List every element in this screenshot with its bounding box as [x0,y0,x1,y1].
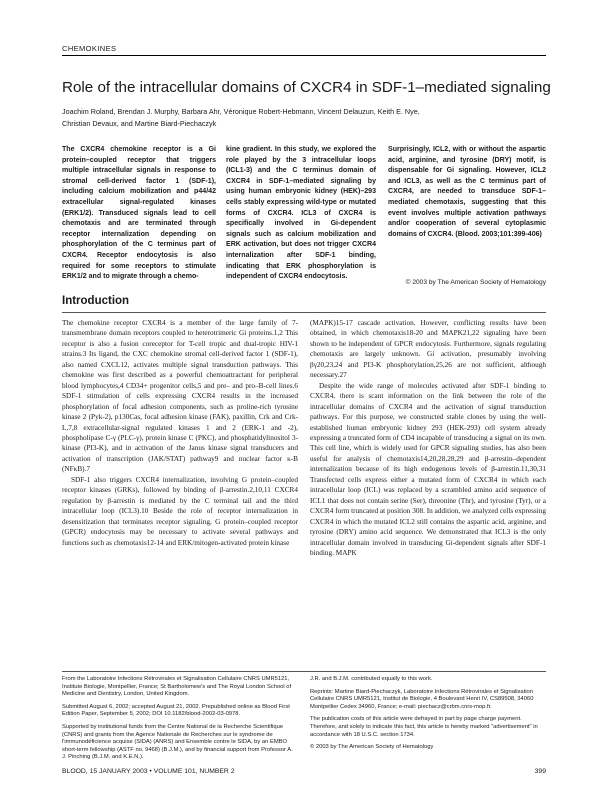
introduction-rule [62,312,546,313]
footnote-submission: Submitted August 6, 2002; accepted August 21, 2002. Prepublished online as Blood First Edition Paper, September 5, 2002; DOI 10.1182/blood-2002-03-0978. [62,703,290,718]
introduction-heading: Introduction [62,295,130,307]
abstract-column-3: Surprisingly, ICL2, with or without the aspartic acid, arginine, and tyrosine (DRY) motif, is dispensable for Gi signaling. However, ICL2 and ICL3, as well as the C terminus part of CXCR4, are needed to transduce SDF-1–mediated chemotaxis, suggesting that this event involves multiple activation pathways and/or cooperation of several cytoplasmic domains of CXCR4. (Blood. 2003;101:399-406) [388,146,546,238]
body-paragraph: SDF-1 also triggers CXCR4 internalization, involving G protein–coupled receptor kinases (GRKs), followed by binding of β-arrestin.2,10,11 CXCR4 regulation by β-arrestin is mediated by the C terminal tail and the third intracellular loop (ICL3).10 Beside the role of receptor internalization in desensitization that terminates receptor signaling, G protein–coupled receptor (GPCR) endocytosis may be necessary to activate several pathways and functions such as chemotaxis12-14 and ERK/mitogen-activated protein kinase [62,475,298,547]
footnotes-right [310,676,546,757]
abstract-column-1: The CXCR4 chemokine receptor is a Gi protein–coupled receptor that triggers multiple intracellular signals in response to stromal cell-derived factor 1 (SDF-1), including calcium mobilization and p44/42 extracellular signal-regulated kinases (ERK1/2). Transduced signals lead to cell chemotaxis and are terminated through receptor internalization depending on phosphorylation of the C terminus part of CXCR4. Receptor endocytosis is also required for some receptors to stimulate ERK1/2 and to migrate through a chemo- [62,146,216,281]
journal-citation: BLOOD, 15 JANUARY 2003 • VOLUME 101, NUMBER 2 [62,768,235,775]
header-rule [62,55,546,56]
section-label: CHEMOKINES [62,44,117,53]
article-title: Role of the intracellular domains of CXCR4 in SDF-1–mediated signaling [62,79,551,96]
body-paragraph: The chemokine receptor CXCR4 is a member of the large family of 7-transmembrane domain receptors coupled to heterotrimeric Gi proteins.1,2 This receptor is also a fusion coreceptor for T-cell tropic and dual-tropic HIV-1 strains.3 Its ligand, the CXC chemokine stromal cell-derived factor 1 (SDF-1), also named CXCL12, activates multiple signal transduction pathways. This chemokine was first described as a powerful chemoattractant for peripheral blood lymphocytes,4 CD34+ progenitor cells,5 and pre– and pro–B-cell lines.6 SDF-1 stimulation of cells expressing CXCR4 results in the increased phosphorylation of focal adhesion components, such as proline-rich tyrosine kinase 2 (Pyk-2), p130Cas, focal adhesion kinase (FAK), paxillin, Crk and Crk-L,7,8 extracellular-signal regulated kinases 1 and 2 (ERK-1 and -2), phospholipase C-γ (PLC-γ), protein kinase C (PKC), and phosphatidylinositol 3-kinase (PI3-K), and in activation of the Janus kinase signal transducers and activation of transcription (JAK/STAT) pathway9 and nuclear factor κ-B (NFκB).7 [62,319,298,474]
body-paragraph: Despite the wide range of molecules activated after SDF-1 binding to CXCR4, there is scant information on the link between the role of the intracellular domains of CXCR4 and the activation of signal transduction pathways. For this purpose, we constructed stable clones by using the well-established human embryonic kidney 293 (HEK-293) cell system already expressing a truncated form of CD4 incapable of transducing a signal on its own. This cell line, which is widely used for GPCR signaling studies, has also been useful for analysis of chemotaxis14,20,28,28,29 and β-arrestin–dependent internalization because of its high endogenous levels of β-arrestin.11,30,31 Transfected cells express either a mutated form of CXCR4 in which each intracellular loop (ICL) was replaced by a scrambled amino acid sequence of ICL1 that does not contain serine (Ser), threonine (Thr), and tyrosine (Tyr), or a CXCR4 form truncated at position 308. In addition, we analyzed cells expressing CXCR4 in which the mutated ICL2 still contains the aspartic acid, arginine, and tyrosine (DRY) amino acid sequence. We demonstrated that ICL3 is the only intracellular domain involved in transducing Gi-dependent signals after SDF-1 binding. MAPK [310,381,546,557]
footnote-rule [62,671,546,672]
author-line-2: Christian Devaux, and Martine Biard-Piechaczyk [62,119,217,128]
page-number: 399 [534,768,546,775]
footnotes-left [62,676,298,767]
footnote-reprints: Reprints: Martine Biard-Piechaczyk, Laboratoire Infections Rétrovirales et Signalisation Cellulaire CNRS UMR5121, Institut de Biologie, 4 Boulevard Henri IV, CS89508, 34060 Montpellier Cedex 34960, France; e-mail: piechacz@crbm.cnrs-mop.fr. [310,688,534,710]
abstract-column-2: kine gradient. In this study, we explored the role played by the 3 intracellular loops (ICL1-3) and the C terminus domain of CXCR4 in SDF-1–mediated signaling by using human embryonic kidney (HEK)–293 cells stably expressing wild-type or mutated forms of CXCR4. ICL3 of CXCR4 is specifically involved in Gi-dependent signals such as calcium mobilization and ERK activation, but does not trigger CXCR4 internalization after SDF-1 binding, indicating that ERK phosphorylation is independent of CXCR4 endocytosis. [226,146,376,281]
body-paragraph: (MAPK)15-17 cascade activation. However, conflicting results have been obtained, in which chemotaxis18-20 and MAPK21,22 signaling have been shown to be independent of GPCR endocytosis. Furthermore, signals regulating chemotaxis are largely unknown. Gi activation, presumably involving βγ20,23,24 and PI3-K phosphorylation,25,26 are not sufficient, although necessary.27 [310,319,546,380]
footnote-publication-costs: The publication costs of this article were defrayed in part by page charge payment. Therefore, and solely to indicate this fact, this article is hereby marked "advertisement" in accordance with 18 U.S.C. section 1734. [310,716,538,738]
author-line-1: Joachim Roland, Brendan J. Murphy, Barbara Ahr, Véronique Robert-Hebmann, Vincent Delauzun, Keith E. Nye, [62,107,420,116]
body-column-left [62,318,298,548]
footnote-funding: Supported by institutional funds from the Centre National de la Recherche Scientifique (CNRS) and grants from the Agence Nationale de Recherches sur le syndrome de l'immunodéficience acquise (SIDA) (ANRS) and Ensemble contre le SIDA, by an EMBO short-term fellowship (ASTF no. 9468) (B.J.M.), and by financial support from Professor A. J. Pinching (B.J.M. and K.E.N.). [62,723,293,761]
footnote-contribution: J.R. and B.J.M. contributed equally to this work. [310,676,433,682]
abstract-copyright: © 2003 by The American Society of Hematology [405,279,546,286]
author-list [62,106,552,130]
footnote-affiliation: From the Laboratoire Infections Rétrovirales et Signalisation Cellulaire CNRS UMR5121, Institute Biologie, Montpellier, France; St Bartholomew's and The Royal London School of Medicine and Dentistry, London, United Kingdom. [62,676,292,698]
footnote-copyright: © 2003 by The American Society of Hematology [310,744,434,751]
body-column-right [310,318,546,558]
